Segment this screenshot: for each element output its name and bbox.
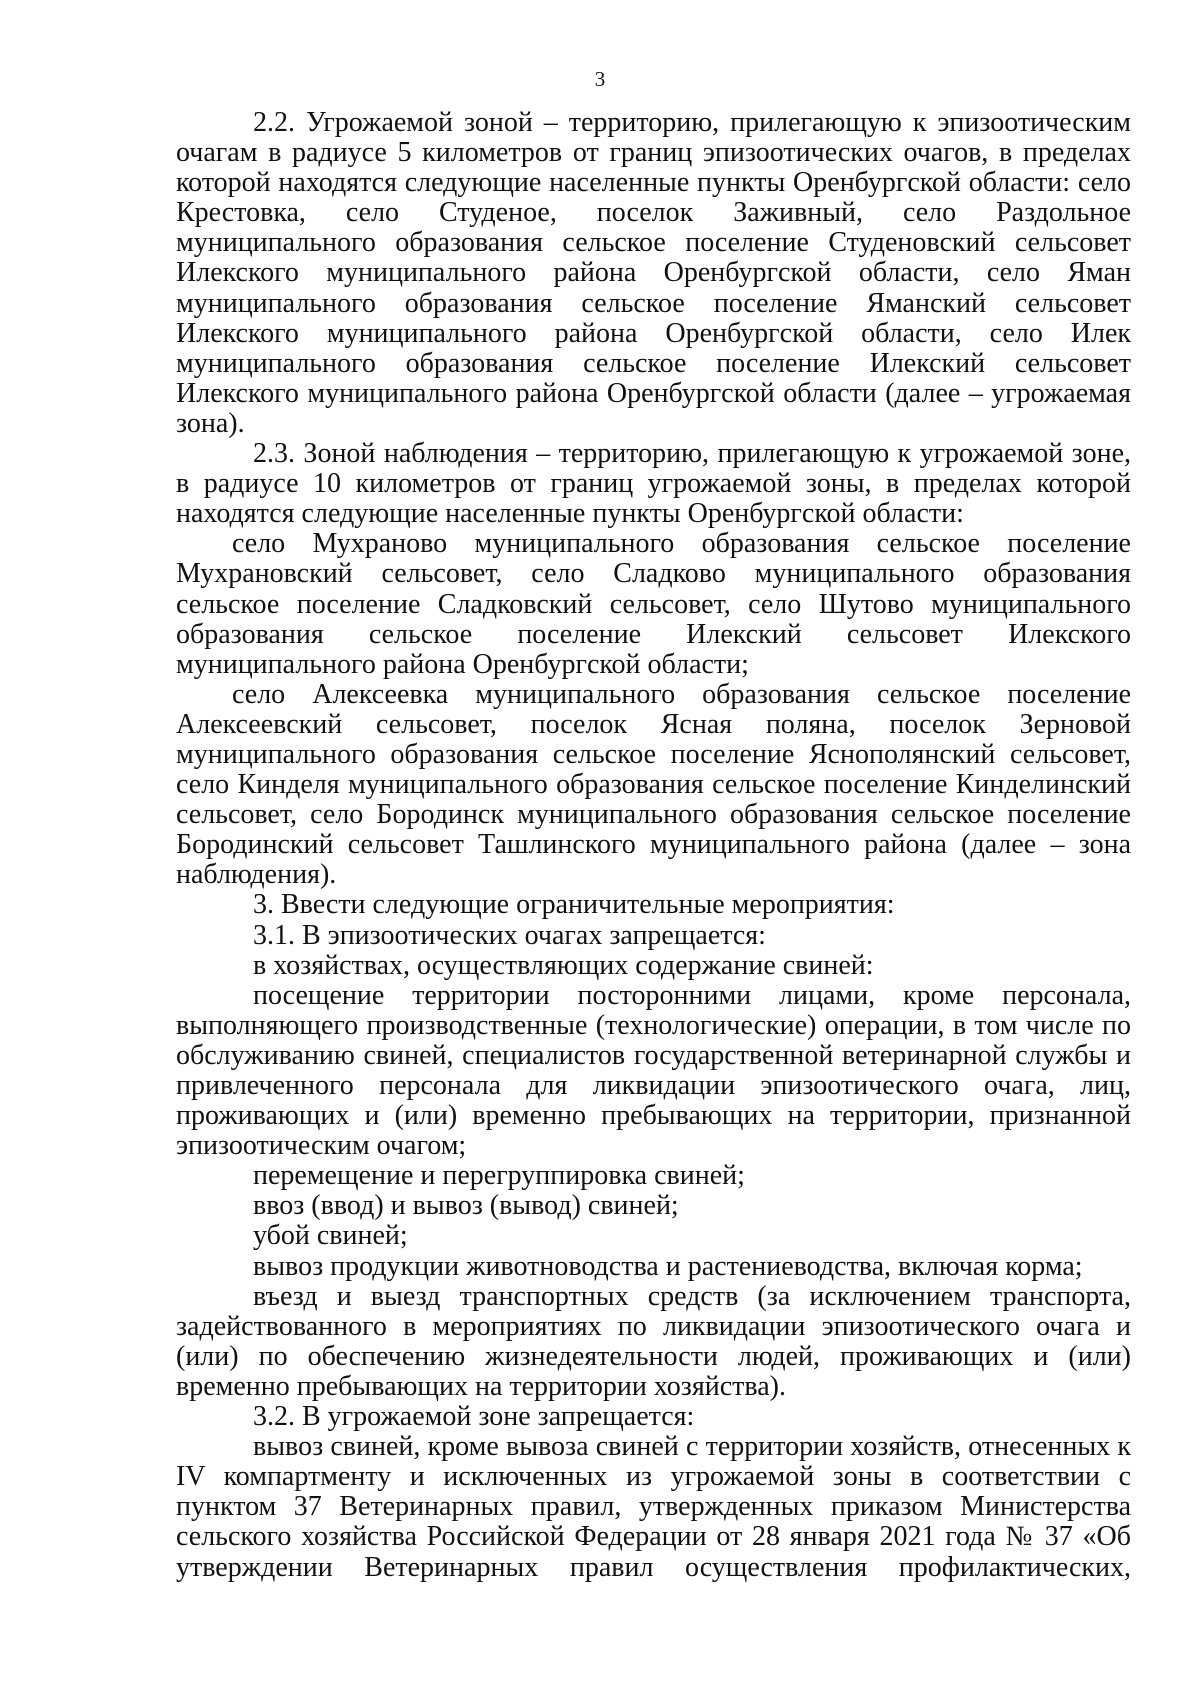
- paragraph-2-2-threatened-zone: 2.2. Угрожаемой зоной – территорию, прилегающую к эпизоотическим очагам в радиусе 5 километров от границ эпизоотических очагов, в пределах которой находятся следующие населенные пункты Оренбургской области: село Крестовка, село Студеное, поселок Заживный, село Раздольное муниципального образования сельское поселение Студеновский сельсовет Илекского муниципального района Оренбургской области, село Яман муниципального образования сельское поселение Яманский сельсовет Илекского муниципального района Оренбургской области, село Илек муниципального образования сельское поселение Илекский сельсовет Илекского муниципального района Оренбургской области (далее – угрожаемая зона).: [176, 107, 1131, 439]
- paragraph-observation-settlements-1: село Мухраново муниципального образования сельское поселение Мухрановский сельсовет, село Сладково муниципального образования сельское поселение Сладковский сельсовет, село Шутово муниципального образования сельское поселение Илекский сельсовет Илекского муниципального района Оренбургской области;: [176, 528, 1131, 680]
- paragraph-2-3-observation-zone: 2.3. Зоной наблюдения – территорию, прилегающую к угрожаемой зоне, в радиусе 10 километров от границ угрожаемой зоны, в пределах которой находятся следующие населенные пункты Оренбургской области:: [176, 438, 1131, 530]
- paragraph-3-1-foci-prohibited: 3.1. В эпизоотических очагах запрещается:: [253, 919, 766, 951]
- paragraph-import-export: ввоз (ввод) и вывоз (вывод) свиней;: [253, 1190, 679, 1222]
- paragraph-3-restrictions: 3. Ввести следующие ограничительные мероприятия:: [253, 889, 895, 921]
- paragraph-pig-export-exception: вывоз свиней, кроме вывоза свиней с территории хозяйств, отнесенных к IV компартменту и исключенных из угрожаемой зоны в соответствии с пунктом 37 Ветеринарных правил, утвержденных приказом Министерства сельского хозяйства Российской Федерации от 28 января 2021 года № 37 «Об утверждении Ветеринарных правил осуществления профилактических,: [176, 1431, 1131, 1583]
- paragraph-slaughter: убой свиней;: [253, 1220, 408, 1252]
- page-number: 3: [594, 67, 606, 91]
- paragraph-visit-restriction: посещение территории посторонними лицами, кроме персонала, выполняющего производственные (технологические) операции, в том числе по обслуживанию свиней, специалистов государственной ветеринарной службы и привлеченного персонала для ликвидации эпизоотического очага, лиц, проживающих и (или) временно пребывающих на территории, признанной эпизоотическим очагом;: [176, 979, 1131, 1162]
- document-body: [176, 108, 1131, 1583]
- paragraph-3-2-threatened-prohibited: 3.2. В угрожаемой зоне запрещается:: [253, 1401, 695, 1433]
- paragraph-observation-settlements-2: село Алексеевка муниципального образования сельское поселение Алексеевский сельсовет, поселок Ясная поляна, поселок Зерновой муниципального образования сельское поселение Яснополянский сельсовет, село Кинделя муниципального образования сельское поселение Кинделинский сельсовет, село Бородинск муниципального образования сельское поселение Бородинский сельсовет Ташлинского муниципального района (далее – зона наблюдения).: [176, 678, 1131, 891]
- paragraph-pig-farms: в хозяйствах, осуществляющих содержание свиней:: [253, 949, 874, 981]
- paragraph-products-export: вывоз продукции животноводства и растениеводства, включая корма;: [253, 1250, 1083, 1282]
- paragraph-vehicles: въезд и выезд транспортных средств (за исключением транспорта, задействованного в мероприятиях по ликвидации эпизоотического очага и (или) по обеспечению жизнедеятельности людей, проживающих и (или) временно пребывающих на территории хозяйства).: [176, 1280, 1131, 1402]
- paragraph-movement: перемещение и перегруппировка свиней;: [253, 1160, 745, 1192]
